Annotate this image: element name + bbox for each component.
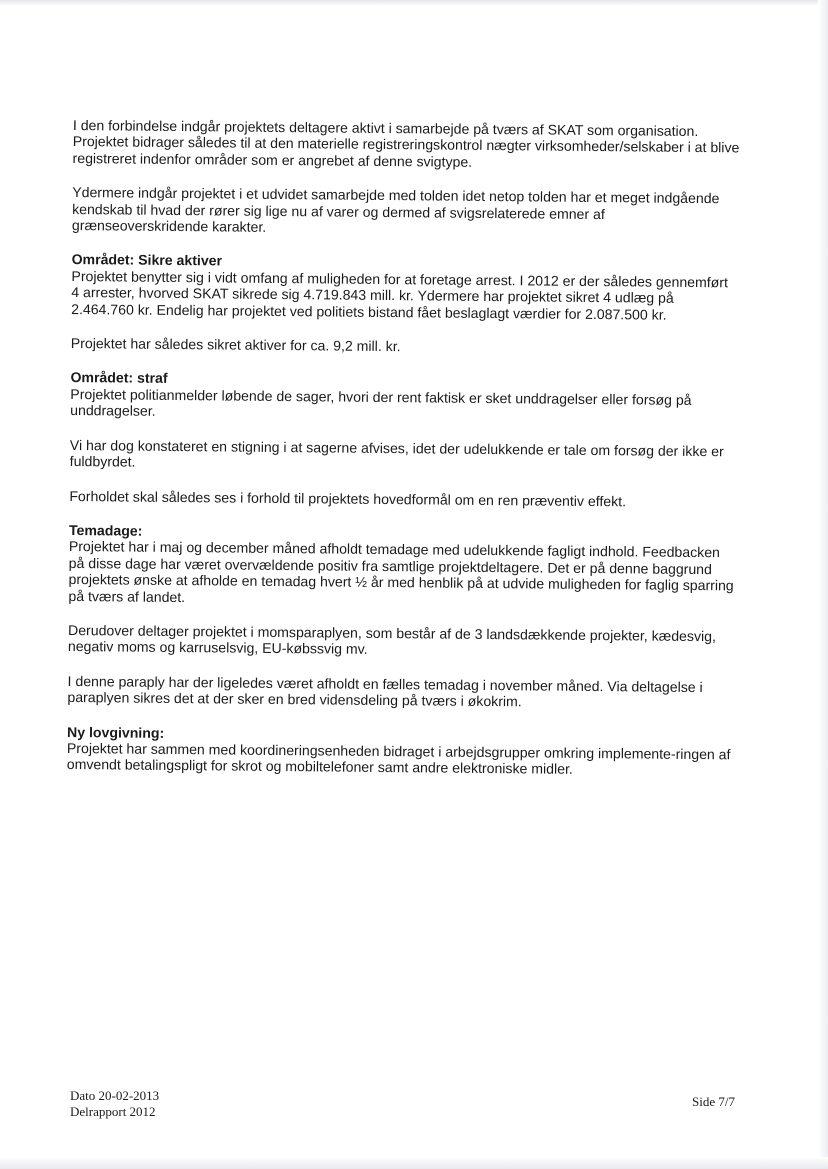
paragraph-text: Vi har dog konstateret en stigning i at sagerne afvises, idet der udelukkende er tale om forsøg der ikke er fuldbyrdet. [69, 436, 724, 470]
paragraph [71, 335, 739, 358]
paragraph [68, 522, 737, 610]
paragraph-text: Projektet har i maj og december måned afholdt temadage med udelukkende fagligt indhold. Feedbacken på disse dage har været overvældende positiv fra samtlige projektdeltagere. Det er på denne baggrund projektets ønske at afholde en temadag hvert ½ år med henblik på at udvide muligheden for faglig sparring på tværs af landet. [68, 538, 734, 605]
section-heading-ny-lovgivning: Ny lovgivning: [67, 723, 165, 741]
paragraph [67, 724, 735, 780]
paragraph [71, 251, 740, 323]
paragraph-text: Projektet benytter sig i vidt omfang af muligheden for at foretage arrest. I 2012 er der således gennemført 4 arrester, hvorved SKAT sikrede sig 4.719.843 mill. kr. Ydermere har projektet sikret 4 udlæg på 2.464.760 kr. Endelig har projektet ved politiets bistand fået beslaglagt værdier for 2.087.500 kr. [71, 267, 729, 323]
paragraph [68, 622, 736, 661]
footer-report-name: Delrapport 2012 [70, 1104, 156, 1119]
paragraph [69, 487, 737, 510]
paragraph-text: Forholdet skal således ses i forhold til projektets hovedformål om en ren præventiv effekt. [69, 487, 627, 509]
scan-edge-bottom [0, 1157, 828, 1169]
section-heading-straf: Området: straf [70, 369, 168, 387]
scan-edge-top [0, 0, 828, 6]
paragraph-text: Ydermere indgår projektet i et udvidet samarbejde med tolden idet netop tolden har et meget indgående kendskab til hvad der rører sig lige nu af varer og dermed af svigsrelaterede emner af grænseoverskridende karakter. [71, 184, 720, 235]
footer-date: Dato 20-02-2013 [70, 1088, 160, 1103]
paragraph [73, 117, 741, 173]
footer-page-number: Side 7/7 [692, 1094, 735, 1109]
section-heading-temadage: Temadage: [68, 521, 143, 539]
paragraph-text: I den forbindelse indgår projektets deltagere aktivt i samarbejde på tværs af SKAT som organisation. Projektet bidrager således til at den materielle registreringskontrol nægter virksomheder/selskaber i at blive registreret indenfor områder som er angrebet af denne svigtype. [72, 117, 740, 170]
paragraph [70, 369, 738, 425]
section-heading-sikre-aktiver: Området: Sikre aktiver [71, 251, 223, 269]
paragraph-text: Projektet har således sikret aktiver for ca. 9,2 mill. kr. [70, 335, 401, 355]
document-body [67, 117, 741, 797]
paragraph-text: Derudover deltager projektet i momsparaplyen, som består af de 3 landsdækkende projekter, kædesvig, negativ moms og karruselsvig, EU-købssvig mv. [67, 621, 716, 658]
paragraph-text: Projektet har sammen med koordineringsenheden bidraget i arbejdsgrupper omkring implemente-ringen af omvendt betalingspligt for skrot og mobiltelefoner samt andre elektroniske midler. [66, 739, 731, 778]
scan-edge-right [818, 0, 828, 1169]
paragraph-text: I denne paraply har der ligeledes været afholdt en fælles temadag i november måned. Via deltagelse i paraplyen sikres det at der sker en bred vidensdeling på tværs i økokrim. [67, 672, 703, 710]
footer-left [70, 1088, 159, 1120]
paragraph [67, 673, 735, 712]
paragraph [72, 184, 740, 240]
paragraph [70, 437, 738, 476]
paragraph-text: Projektet politianmelder løbende de sager, hvori der rent faktisk er sket unddragelser eller forsøg på unddragelser. [70, 385, 692, 420]
